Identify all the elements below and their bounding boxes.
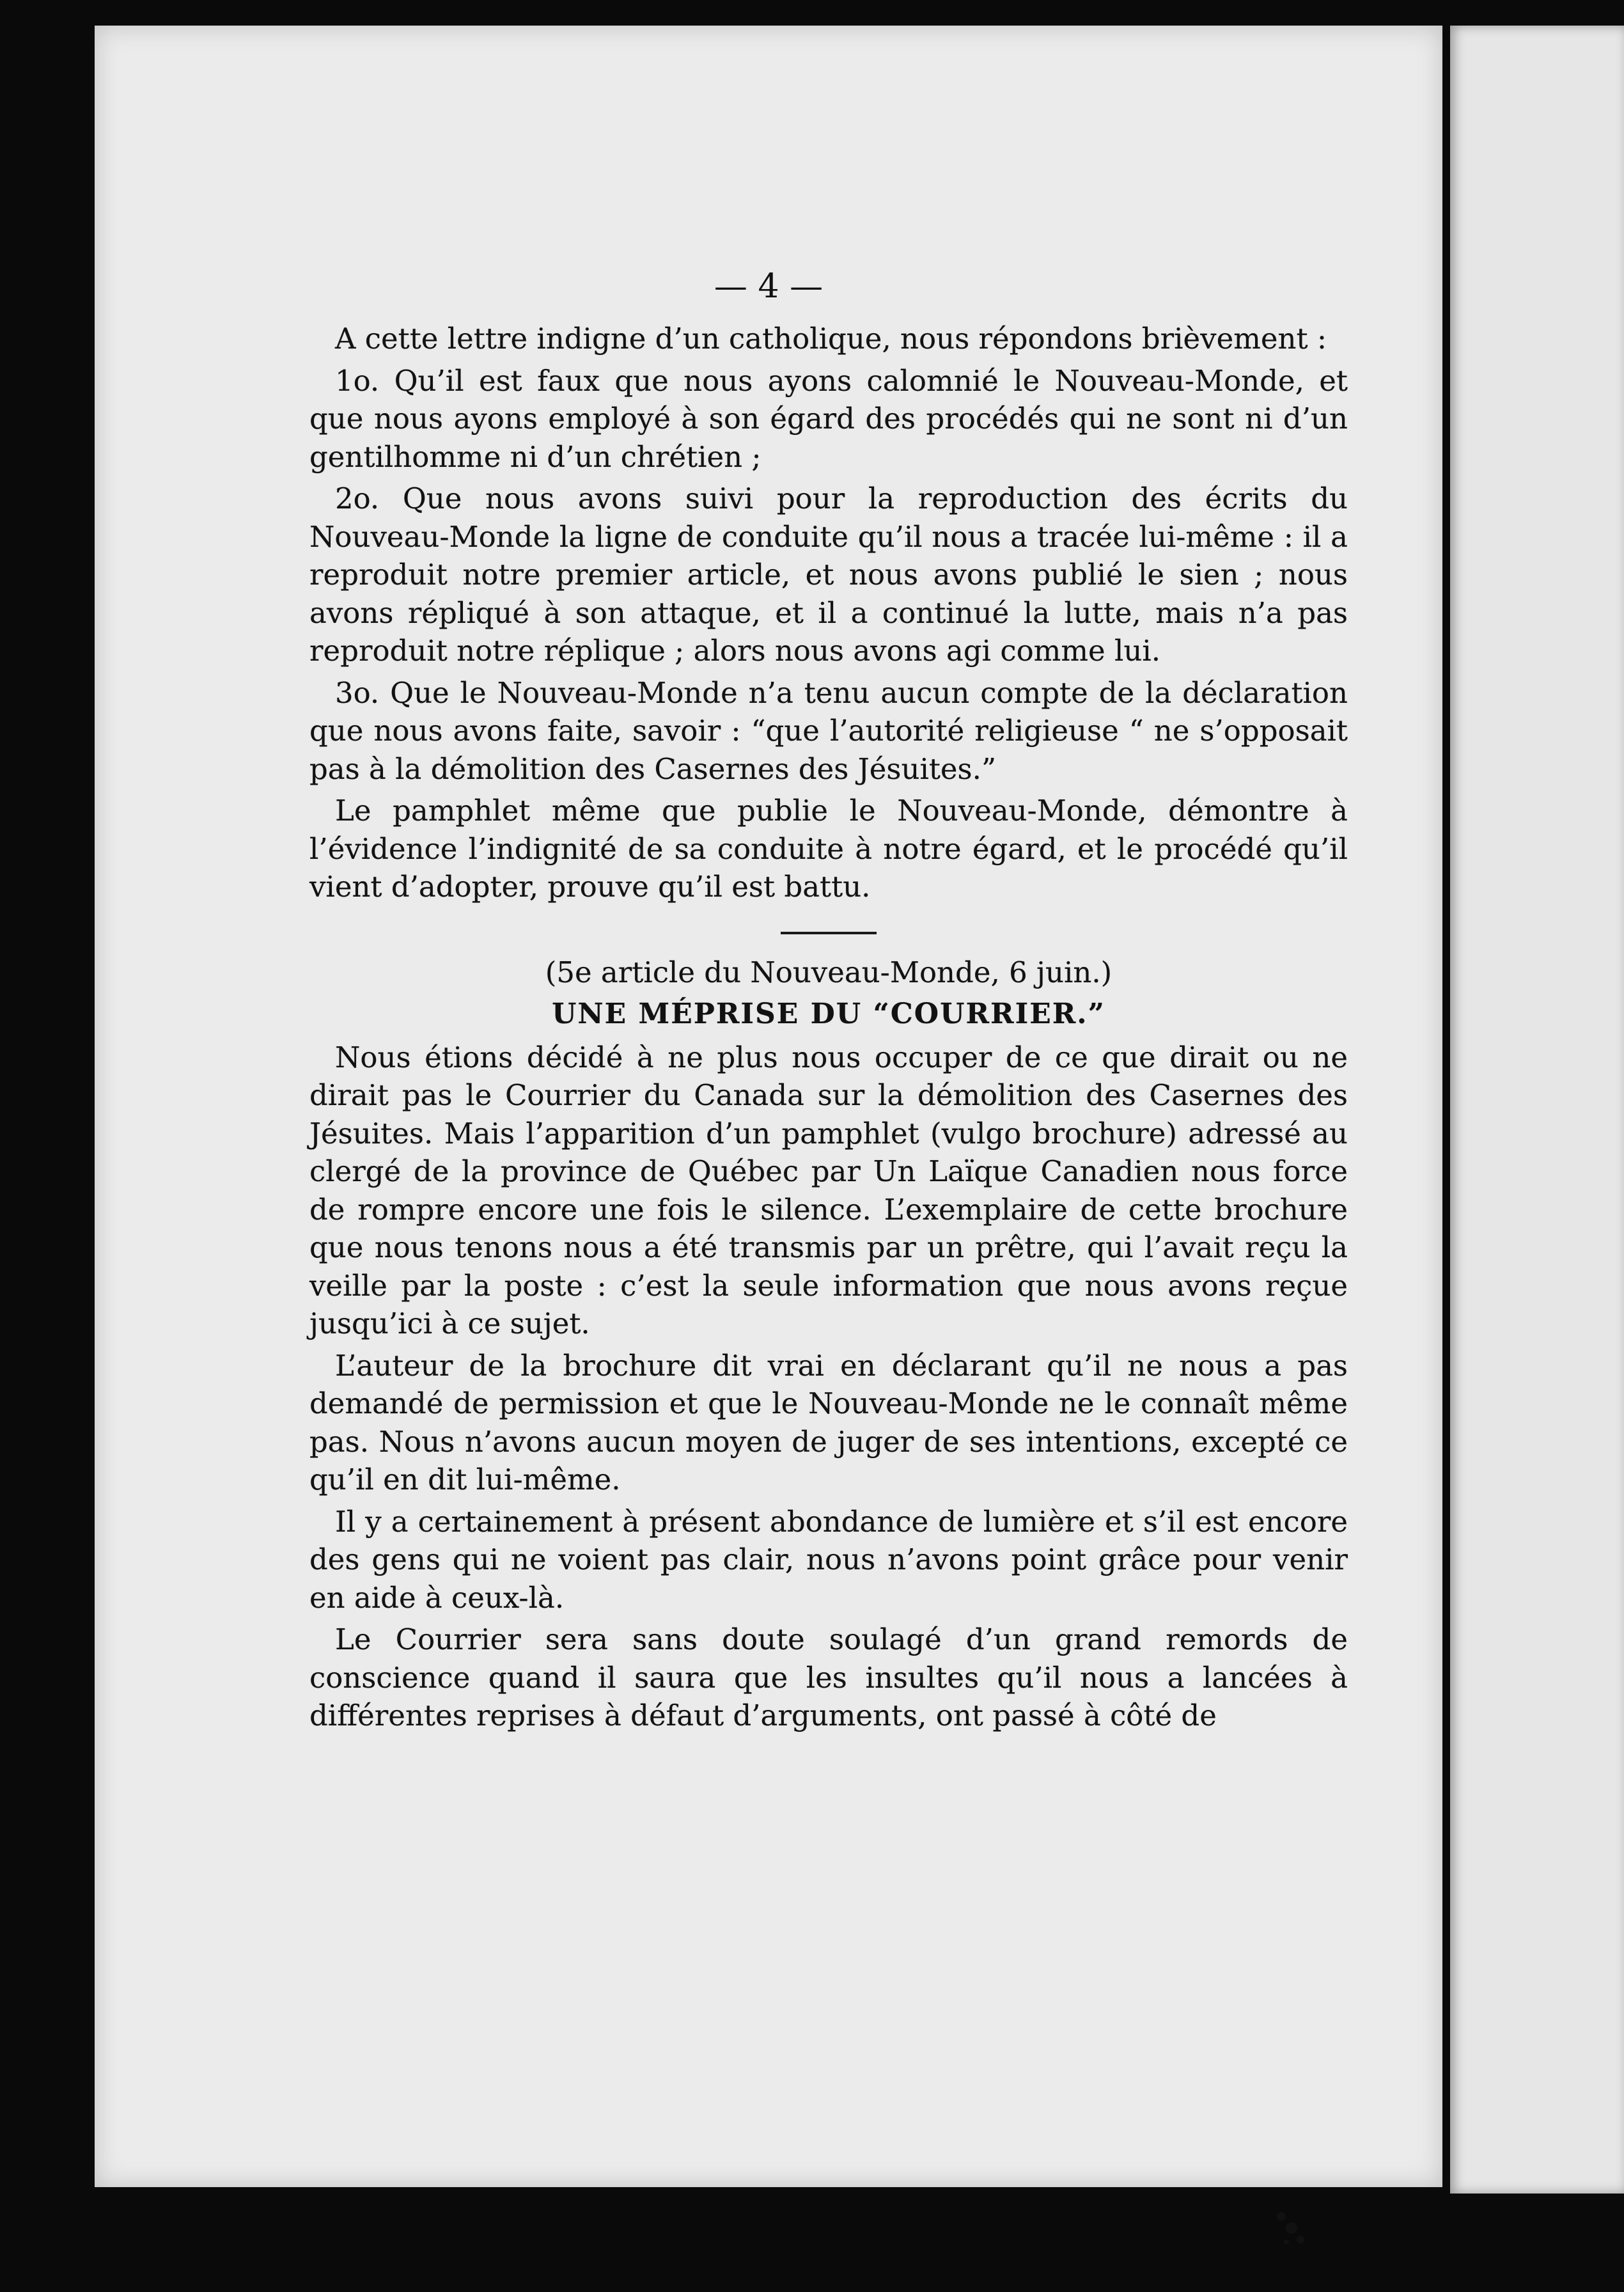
paragraph-article-2: L’auteur de la brochure dit vrai en déclarant qu’il ne nous a pas demandé de permission et que le Nouveau-Monde ne le connaît même pas. Nous n’avons aucun moyen de juger de ses intentions, excepté ce qu’il en dit lui-même. [309, 1348, 1348, 1496]
paragraph-article-3: Il y a certainement à présent abondance de lumière et s’il est encore des gens qui ne voient pas clair, nous n’avons point grâce pour venir en aide à ceux-là. [309, 1504, 1348, 1615]
scan-speck-mark [1272, 2206, 1311, 2251]
paragraph-point-1: 1o. Qu’il est faux que nous ayons calomnié le Nouveau-Monde, et que nous ayons employé à son égard des procédés qui ne sont ni d’un gentilhomme ni d’un chrétien ; [309, 363, 1348, 474]
paragraph-article-1: Nous étions décidé à ne plus nous occuper de ce que dirait ou ne dirait pas le Courrier du Canada sur la démolition des Casernes des Jésuites. Mais l’apparition d’un pamphlet (vulgo brochure) adressé au clergé de la province de Québec par Un Laïque Canadien nous force de rompre encore une fois le silence. L’exemplaire de cette brochure que nous tenons nous a été transmis par un prêtre, qui l’avait reçu la veille par la poste : c’est la seule information que nous avons reçue jusqu’ici à ce sujet. [309, 1040, 1348, 1340]
paragraph-pamphlet: Le pamphlet même que publie le Nouveau-Monde, démontre à l’évidence l’indignité de sa conduite à notre égard, et le procédé qu’il vient d’adopter, prouve qu’il est battu. [309, 794, 1348, 904]
paragraph-article-4: Le Courrier sera sans doute soulagé d’un grand remords de conscience quand il saura que les insultes qu’il nous a lancées à différentes reprises à défaut d’arguments, ont passé à côté de [309, 1622, 1348, 1732]
body-text [309, 320, 1348, 1739]
page-number: — 4 — [714, 267, 824, 306]
source-line: (5e article du Nouveau-Monde, 6 juin.) [545, 955, 1113, 989]
book-page [95, 26, 1442, 2187]
paragraph-point-3: 3o. Que le Nouveau-Monde n’a tenu aucun compte de la déclaration que nous avons faite, savoir : “que l’autorité religieuse “ ne s’opposait pas à la démolition des Casernes des Jésuites.” [309, 675, 1348, 786]
section-heading: UNE MÉPRISE DU “COURRIER.” [552, 998, 1105, 1030]
adjacent-page-edge [1450, 26, 1624, 2194]
paragraph-reply-intro: A cette lettre indigne d’un catholique, nous répondons brièvement : [335, 322, 1327, 356]
section-divider [781, 932, 877, 934]
paragraph-point-2: 2o. Que nous avons suivi pour la reproduction des écrits du Nouveau-Monde la ligne de conduite qu’il nous a tracée lui-même : il a reproduit notre premier article, et nous avons publié le sien ; nous avons répliqué à son attaque, et il a continué la lutte, mais n’a pas reproduit notre réplique ; alors nous avons agi comme lui. [309, 482, 1348, 668]
